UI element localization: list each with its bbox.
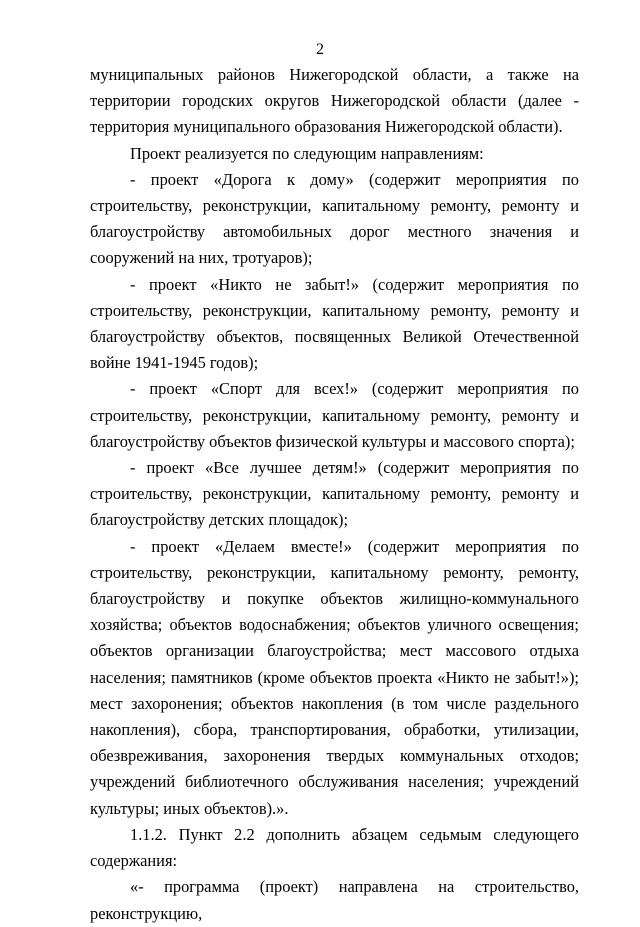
paragraph-program-directed: «- программа (проект) направлена на строительство, реконструкцию,: [90, 877, 579, 923]
paragraph-best-for-children: - проект «Все лучшее детям!» (содержит мероприятия по строительству, реконструкции, капитальному ремонту, ремонту и благоустройству детских площадок);: [90, 458, 579, 530]
paragraph-nobody-forgotten: - проект «Никто не забыт!» (содержит мероприятия по строительству, реконструкции, капитальному ремонту, ремонту и благоустройству объектов, посвященных Великой Отечественной войне 1941-1945 годов);: [90, 274, 579, 373]
paragraph-continuation: муниципальных районов Нижегородской области, а также на территории городских округов Нижегородской области (далее - территория муниципального образования Нижегородской области).: [90, 65, 579, 137]
paragraph-sport-for-all: - проект «Спорт для всех!» (содержит мероприятия по строительству, реконструкции, капитальному ремонту, ремонту и благоустройству объектов физической культуры и массового спорта);: [90, 379, 579, 451]
paragraph-road-to-home: - проект «Дорога к дому» (содержит мероприятия по строительству, реконструкции, капитальному ремонту, ремонту и благоустройству автомобильных дорог местного значения и сооружений на них, тротуаров);: [90, 169, 579, 268]
document-body: [90, 62, 579, 927]
page-number: 2: [316, 41, 324, 58]
paragraph-clause-1-1-2: 1.1.2. Пункт 2.2 дополнить абзацем седьмым следующего содержания:: [90, 824, 579, 871]
paragraph-project-directions: Проект реализуется по следующим направлениям:: [130, 143, 484, 163]
paragraph-doing-together: - проект «Делаем вместе!» (содержит мероприятия по строительству, реконструкции, капитальному ремонту, ремонту, благоустройству и покупке объектов жилищно-коммунального хозяйства; объектов водоснабжения; объектов уличного освещения; объектов организации благоустройства; мест массового отдыха населения; памятников (кроме объектов проекта «Никто не забыт!»); мест захоронения; объектов накопления (в том числе раздельного накопления), сбора, транспортирования, обработки, утилизации, обезвреживания, захоронения твердых коммунальных отходов; учреждений библиотечного обслуживания населения; учреждений культуры; иных объектов).».: [90, 536, 579, 818]
